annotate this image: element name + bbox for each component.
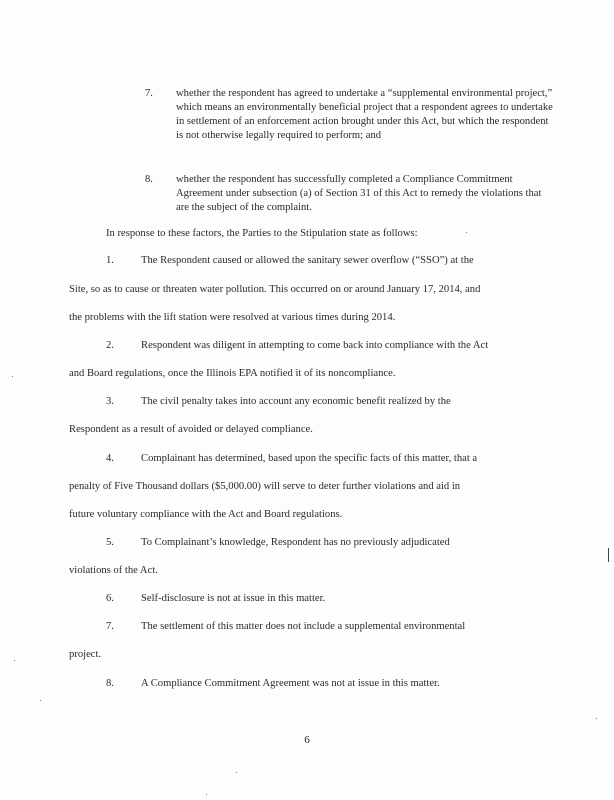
scan-speck — [14, 660, 15, 661]
intro-sentence: In response to these factors, the Parties to the Stipulation state as follows: — [106, 228, 418, 239]
paragraph-line: penalty of Five Thousand dollars ($5,000.00) will serve to deter further violations and aid in — [69, 481, 461, 492]
list-item-number: 7. — [145, 88, 153, 99]
paragraph-line: A Compliance Commitment Agreement was not at issue in this matter. — [141, 678, 440, 689]
page-number: 6 — [304, 734, 310, 746]
scan-speck — [596, 718, 597, 719]
scan-speck — [12, 376, 13, 377]
paragraph-number: 4. — [106, 453, 114, 464]
paragraph-number: 3. — [106, 396, 114, 407]
paragraph-line: Complainant has determined, based upon the specific facts of this matter, that a — [141, 453, 478, 464]
paragraph-line: The civil penalty takes into account any economic benefit realized by the — [141, 396, 451, 407]
paragraph-line: the problems with the lift station were resolved at various times during 2014. — [69, 312, 396, 323]
paragraph-line: future voluntary compliance with the Act and Board regulations. — [69, 509, 343, 520]
paragraph-number: 1. — [106, 255, 114, 266]
paragraph-line: violations of the Act. — [69, 565, 158, 576]
scan-speck — [206, 794, 207, 795]
paragraph-number: 8. — [106, 678, 114, 689]
paragraph-line: To Complainant’s knowledge, Respondent has no previously adjudicated — [141, 537, 450, 548]
paragraph-line: Self-disclosure is not at issue in this matter. — [141, 593, 326, 604]
paragraph-line: Site, so as to cause or threaten water pollution. This occurred on or around January 17, 2014, and — [69, 284, 481, 295]
scan-speck — [40, 700, 41, 701]
paragraph-number: 7. — [106, 621, 114, 632]
paragraph-line: project. — [69, 649, 102, 660]
paragraph-line: Respondent was diligent in attempting to come back into compliance with the Act — [141, 340, 489, 351]
paragraph-number: 5. — [106, 537, 114, 548]
list-item-number: 8. — [145, 174, 153, 185]
list-item-text: whether the respondent has successfully completed a Compliance Commitment Agreement under subsection (a) of Section 31 of this Act to remedy the violations that are the subject of the complaint. — [176, 174, 542, 213]
paragraph-line: The settlement of this matter does not include a supplemental environmental — [141, 621, 466, 632]
paragraph-line: The Respondent caused or allowed the sanitary sewer overflow (“SSO”) at the — [141, 255, 474, 266]
paragraph-line: Respondent as a result of avoided or delayed compliance. — [69, 424, 313, 435]
paragraph-line: and Board regulations, once the Illinois EPA notified it of its noncompliance. — [69, 368, 396, 379]
scan-speck — [466, 232, 467, 233]
paragraph-number: 6. — [106, 593, 114, 604]
scan-mark — [608, 548, 609, 562]
paragraph-number: 2. — [106, 340, 114, 351]
scan-speck — [236, 772, 237, 773]
list-item-text: whether the respondent has agreed to undertake a “supplemental environmental project,” which means an environmentally beneficial project that a respondent agrees to undertake in settlement of an enforcement action brought under this Act, but which the respondent is not otherwise legally required to perform; and — [176, 88, 553, 141]
